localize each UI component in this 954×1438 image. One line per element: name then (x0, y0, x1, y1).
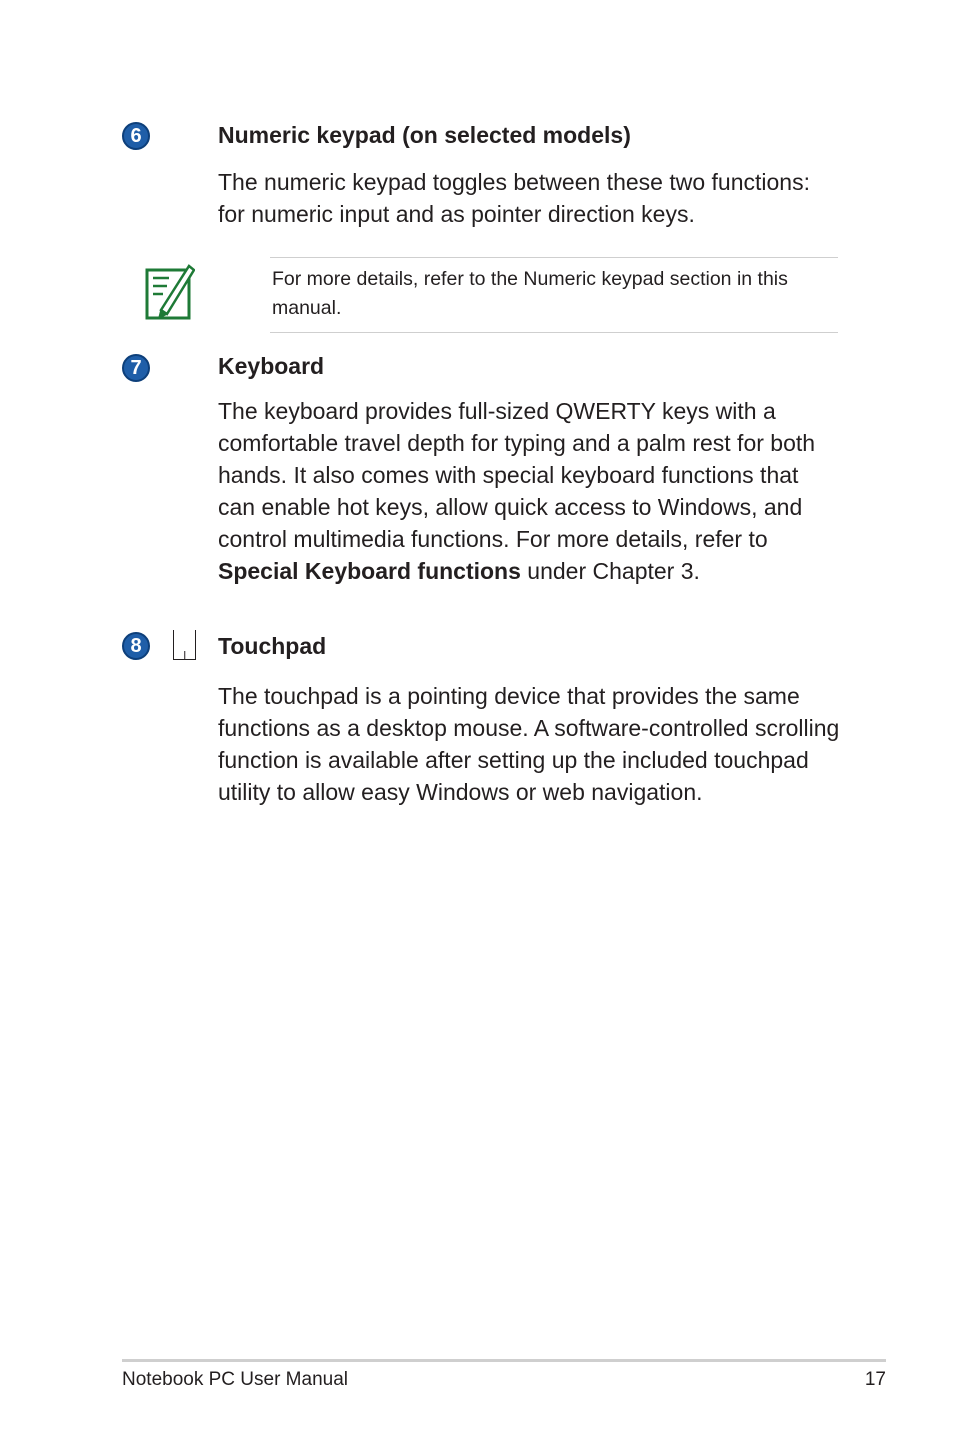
section-number-badge: 8 (122, 632, 150, 660)
keyboard-body-text: The keyboard provides full-sized QWERTY keys with a comfortable travel depth for typing and a palm rest for both hands. It also comes with special keyboard functions that can enable hot keys, allow quick access to Windows, and control multimedia functions. For more details, refer to (218, 398, 816, 552)
touchpad-icon (173, 630, 196, 660)
footer-title: Notebook PC User Manual (122, 1369, 348, 1390)
note-box (270, 257, 838, 333)
section-number-badge: 7 (122, 354, 150, 382)
section-body-keyboard (218, 395, 840, 587)
section-heading-touchpad: Touchpad (218, 633, 327, 659)
footer-divider (122, 1359, 886, 1362)
note-text: For more details, refer to the Numeric keypad section in this manual. (272, 268, 788, 319)
keyboard-body-text-end: under Chapter 3. (520, 558, 700, 584)
section-body-numeric-keypad: The numeric keypad toggles between these two functions: for numeric input and as pointer direction keys. (218, 169, 810, 227)
section-body-touchpad: The touchpad is a pointing device that provides the same functions as a desktop mouse. A software-controlled scrolling function is available after setting up the included touchpad utility to allow easy Windows or web navigation. (218, 683, 840, 805)
keyboard-body-link-text: Special Keyboard functions (218, 558, 521, 584)
section-heading-keyboard: Keyboard (218, 353, 325, 379)
page-number: 17 (864, 1369, 886, 1390)
section-heading-numeric-keypad: Numeric keypad (on selected models) (218, 122, 631, 148)
section-number-badge: 6 (122, 122, 150, 150)
note-pencil-icon (145, 262, 195, 322)
